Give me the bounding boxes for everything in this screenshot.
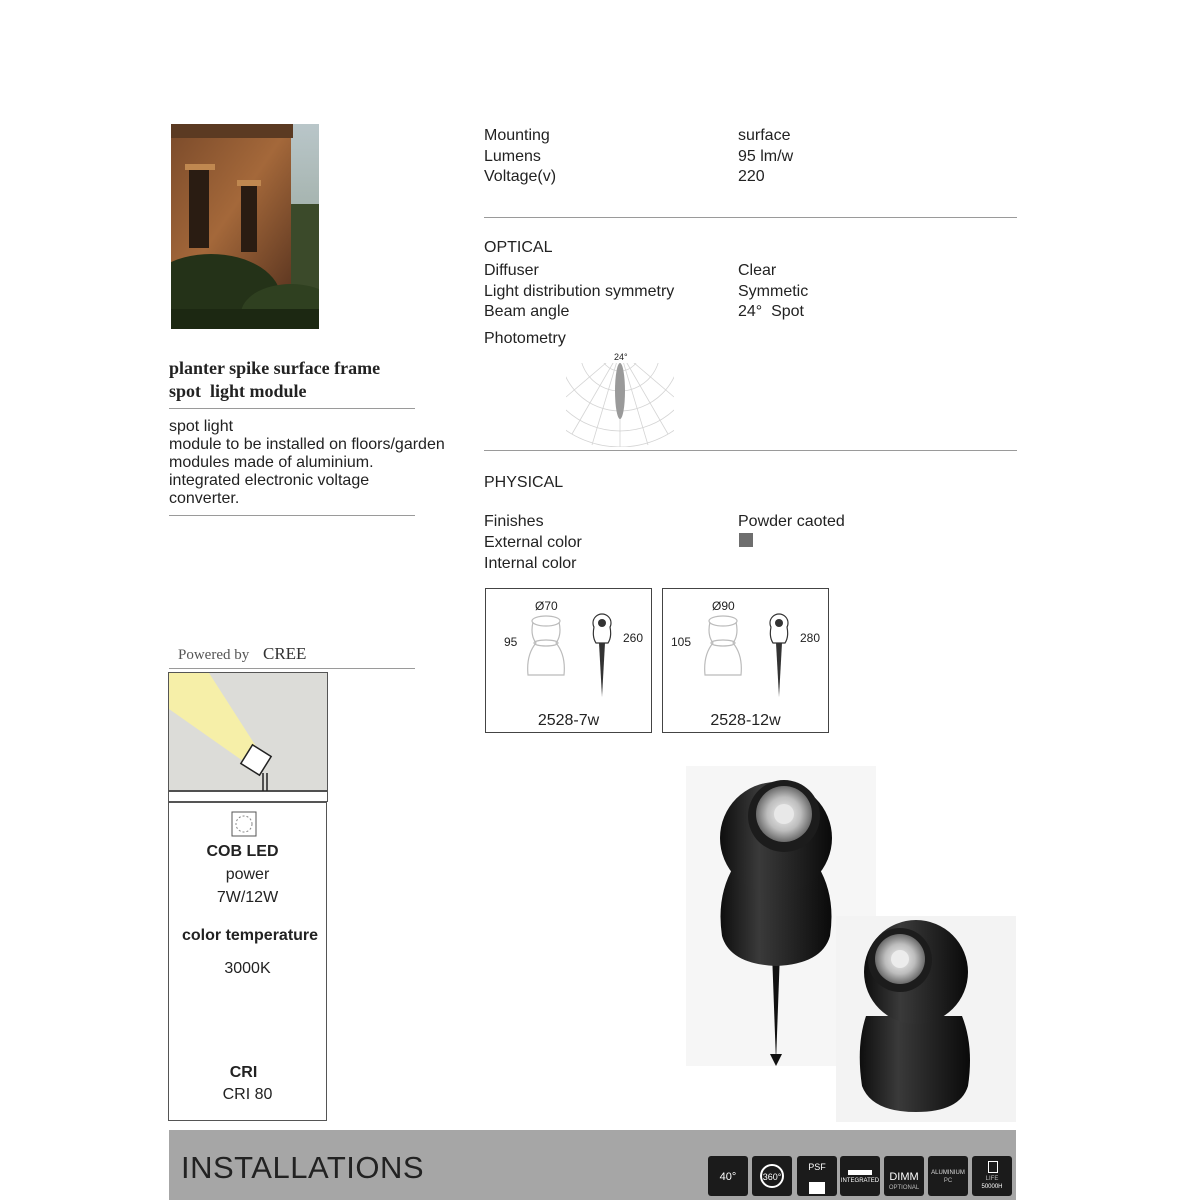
cri-value: CRI 80 — [222, 1086, 273, 1103]
description-line: converter. — [169, 490, 240, 507]
badge-text: ALUMINIUM — [931, 1170, 965, 1176]
title-divider — [169, 408, 415, 409]
height-label: 105 — [671, 635, 692, 649]
badge-sub: 50000H — [981, 1184, 1003, 1190]
psf-icon — [797, 1156, 837, 1196]
optical-label: Beam angle — [484, 303, 570, 320]
life-icon — [972, 1156, 1012, 1196]
optical-value: 24° Spot — [738, 303, 804, 320]
model-card-7w — [485, 588, 652, 733]
external-color-swatch — [739, 533, 753, 547]
product-title — [169, 357, 380, 403]
product-title-line1: planter spike surface frame — [169, 358, 381, 378]
spec-value: 220 — [738, 168, 765, 185]
badge-text: 360° — [762, 1172, 782, 1182]
diameter-label: Ø70 — [535, 599, 558, 613]
optical-value: Clear — [738, 262, 777, 279]
badge-text: DIMM — [889, 1171, 919, 1183]
height-label: 95 — [504, 635, 518, 649]
cri-label: CRI — [229, 1064, 258, 1081]
powered-by — [178, 644, 306, 664]
product-title-line2: spot light module — [169, 381, 307, 401]
color-temp-value: 3000K — [224, 960, 271, 977]
description-divider — [169, 515, 415, 516]
powered-by-divider — [169, 668, 415, 669]
physical-label: Finishes — [484, 513, 544, 530]
diameter-label: Ø90 — [712, 599, 735, 613]
badge-sub: OPTIONAL — [888, 1185, 920, 1191]
beam-angle-label: 24° — [614, 352, 628, 362]
dimm-icon — [884, 1156, 924, 1196]
total-height-label: 260 — [623, 631, 644, 645]
badge-sub: INTEGRATED — [840, 1178, 880, 1184]
power-label: power — [225, 866, 270, 883]
physical-label: External color — [484, 534, 582, 551]
powered-by-prefix: Powered by — [178, 647, 250, 663]
description-line: integrated electronic voltage — [169, 472, 370, 489]
spec-label: Lumens — [484, 147, 541, 165]
finishes-value: Powder caoted — [738, 513, 845, 530]
description-line: module to be installed on floors/garden — [169, 436, 445, 453]
optical-value: Symmetic — [738, 282, 809, 300]
color-temp-label: color temperature — [182, 927, 319, 944]
specs-divider — [484, 217, 1017, 218]
polar-chart — [566, 349, 674, 447]
led-info-box — [168, 802, 327, 1121]
photometry-diagram — [566, 349, 674, 447]
building-photo — [171, 124, 319, 329]
physical-label: Internal color — [484, 555, 577, 572]
material-icon — [928, 1156, 968, 1196]
total-height-label: 280 — [800, 631, 821, 645]
powered-by-brand: CREE — [263, 644, 307, 663]
spec-label: Voltage(v) — [484, 168, 557, 185]
model-name: 2528-12w — [710, 712, 781, 729]
model-name: 2528-7w — [537, 712, 600, 729]
integrated-driver-icon — [840, 1156, 880, 1196]
optical-label: Light distribution symmetry — [484, 282, 675, 300]
optical-divider — [484, 450, 1017, 451]
badge-text: PSF — [808, 1162, 826, 1172]
power-value: 7W/12W — [216, 889, 279, 906]
description-line: modules made of aluminium. — [169, 454, 374, 471]
product-description — [169, 418, 445, 508]
general-specs — [484, 126, 556, 188]
spec-value: surface — [738, 127, 791, 144]
dimension-drawing — [522, 613, 622, 701]
product-photo — [686, 766, 1016, 1122]
rotate-icon — [752, 1156, 792, 1196]
spec-value: 95 lm/w — [738, 147, 794, 165]
optical-labels — [484, 261, 674, 323]
physical-values — [738, 511, 845, 532]
optical-label: Diffuser — [484, 262, 539, 279]
footer-title: INSTALLATIONS — [181, 1150, 425, 1185]
badge-text: LIFE — [985, 1176, 999, 1182]
description-line: spot light — [169, 418, 234, 435]
spec-label: Mounting — [484, 127, 550, 144]
model-card-12w — [662, 588, 829, 733]
cob-led-icon — [231, 811, 257, 837]
led-type: COB LED — [206, 843, 279, 860]
physical-heading: PHYSICAL — [484, 474, 564, 491]
photometry-label: Photometry — [484, 330, 566, 347]
tilt-icon — [708, 1156, 748, 1196]
physical-labels — [484, 511, 582, 574]
badge-sub: PC — [943, 1178, 953, 1184]
badge-text: 40° — [719, 1171, 737, 1183]
optical-heading: OPTICAL — [484, 239, 553, 256]
optical-values — [738, 261, 808, 323]
installation-illustration — [168, 672, 328, 802]
dimension-drawing — [699, 613, 799, 701]
general-specs-values — [738, 126, 793, 188]
